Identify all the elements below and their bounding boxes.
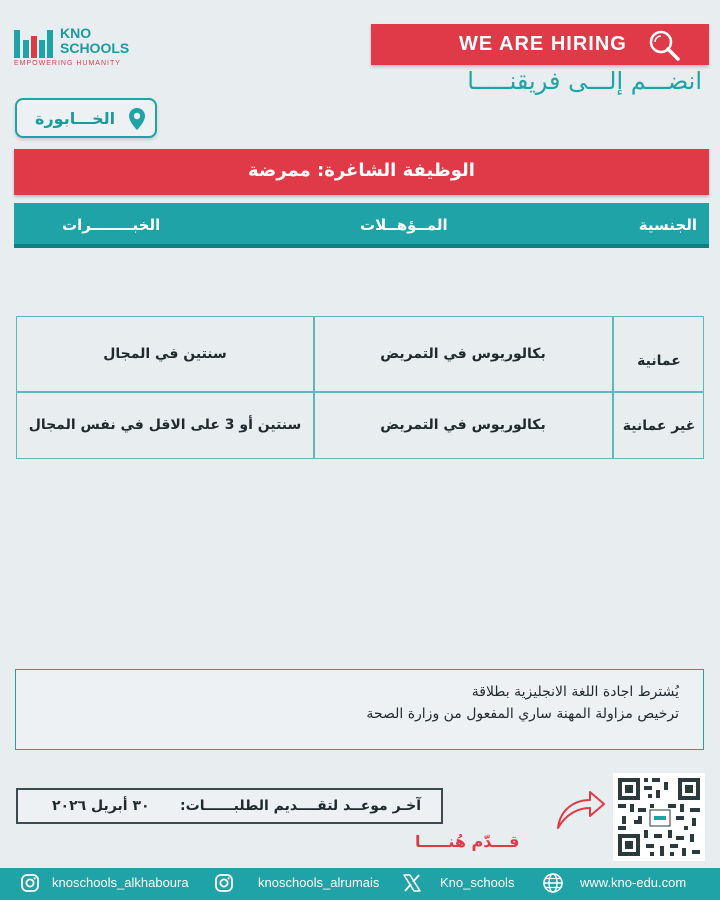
requirements-table xyxy=(16,316,704,459)
instagram-icon xyxy=(20,873,40,893)
globe-icon xyxy=(542,872,564,894)
table-header-bar xyxy=(14,203,709,248)
location-badge xyxy=(15,98,157,138)
requirement-english: يُشترط اجادة اللغة الانجليزية بطلاقة xyxy=(471,684,679,700)
qr-code[interactable] xyxy=(613,773,705,861)
header-nationality: الجنسية xyxy=(638,216,697,234)
website-link[interactable]: www.kno-edu.com xyxy=(580,875,687,890)
join-our-team-heading: انضـــم إلـــى فريقنـــــا xyxy=(467,67,702,95)
table-divider xyxy=(313,317,315,458)
row2-qualification: بكالوريوس في التمريض xyxy=(380,417,546,433)
additional-requirements xyxy=(15,669,704,750)
row1-nationality: عمانية xyxy=(637,353,681,369)
search-icon xyxy=(647,28,681,62)
vacancy-title: الوظيفة الشاغرة: ممرضة xyxy=(248,160,475,181)
instagram-alkhaboura-link[interactable]: knoschools_alkhaboura xyxy=(52,875,189,890)
hiring-banner xyxy=(371,24,709,65)
logo-text-kno: KNO xyxy=(60,25,92,41)
instagram-icon xyxy=(214,873,234,893)
logo-tagline: EMPOWERING HUMANITY xyxy=(14,60,121,67)
deadline-box xyxy=(16,788,443,824)
table-divider xyxy=(17,391,703,393)
row1-experience: سنتين في المجال xyxy=(103,346,227,362)
curved-arrow-icon xyxy=(552,784,608,834)
vacancy-bar xyxy=(14,149,709,195)
row2-nationality: غير عمانية xyxy=(622,418,696,434)
footer-bar xyxy=(0,868,720,900)
location-text: الخـــابورة xyxy=(35,109,116,128)
header-qualifications: المــؤهــلات xyxy=(360,216,448,234)
apply-here-link[interactable]: قـــدّم هُنـــــا xyxy=(415,832,520,851)
row1-qualification: بكالوريوس في التمريض xyxy=(380,346,546,362)
deadline-date: ٣٠ أبريل ٢٠٢٦ xyxy=(52,798,150,814)
table-divider xyxy=(612,317,614,458)
logo-text-schools: SCHOOLS xyxy=(60,40,130,56)
header-experience: الخبــــــــرات xyxy=(62,216,161,234)
instagram-alrumais-link[interactable]: knoschools_alrumais xyxy=(258,875,380,890)
deadline-label: آخـر موعــد لتقــــديم الطلبــــــات: xyxy=(180,798,421,814)
x-icon xyxy=(402,873,422,893)
map-pin-icon xyxy=(127,107,147,131)
requirement-license: ترخيص مزاولة المهنة ساري المفعول من وزارة الصحة xyxy=(366,706,679,722)
kno-schools-logo xyxy=(14,24,134,72)
logo-mark-icon xyxy=(14,28,54,58)
x-kno-schools-link[interactable]: Kno_schools xyxy=(440,875,515,890)
hiring-title: WE ARE HIRING xyxy=(459,33,627,55)
row2-experience: سنتين أو 3 على الاقل في نفس المجال xyxy=(28,417,302,433)
